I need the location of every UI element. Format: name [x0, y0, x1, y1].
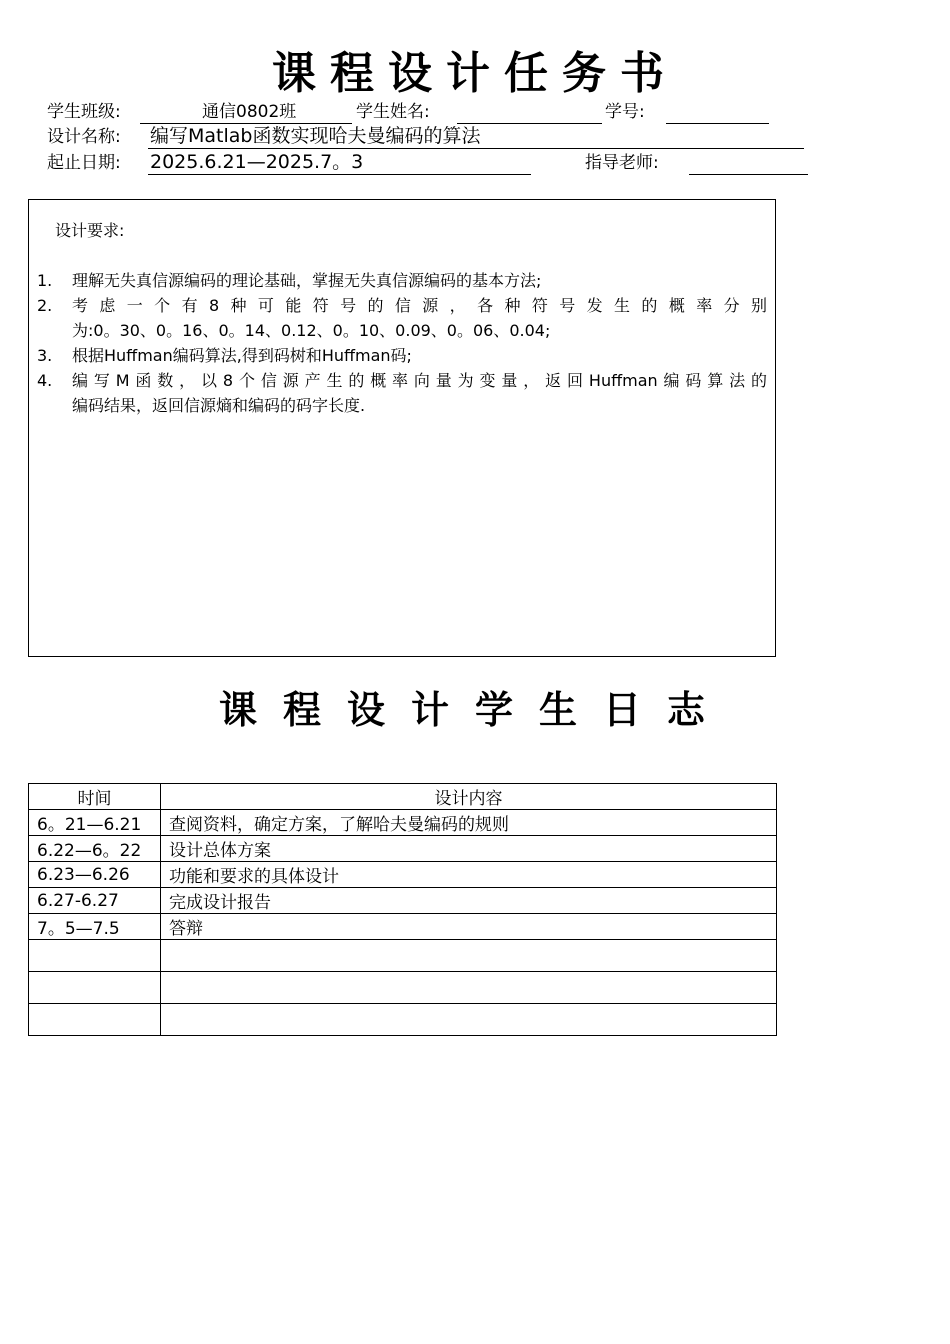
table-row	[29, 810, 777, 836]
row-content: 设计总体方案	[161, 836, 777, 862]
empty-cell	[29, 940, 161, 972]
empty-cell	[29, 1004, 161, 1036]
table-row	[29, 862, 777, 888]
row-time: 6。21—6.21	[29, 810, 161, 836]
id-underline	[666, 101, 769, 124]
requirement-number: 4.	[37, 371, 53, 390]
header-time: 时间	[29, 784, 161, 810]
table-row	[29, 836, 777, 862]
id-label: 学号:	[605, 102, 645, 122]
requirement-item	[37, 293, 767, 343]
empty-row	[29, 1004, 777, 1036]
log-title: 课程设计学生日志	[218, 687, 731, 732]
row-content: 完成设计报告	[161, 888, 777, 914]
requirement-text: 理解无失真信源编码的理论基础，掌握无失真信源编码的基本方法;	[72, 271, 542, 290]
requirement-number: 1.	[37, 271, 53, 290]
row-time: 6.23—6.26	[29, 862, 161, 888]
teacher-underline	[689, 152, 808, 175]
empty-cell	[29, 972, 161, 1004]
class-label: 学生班级:	[47, 102, 121, 122]
requirement-item	[37, 343, 767, 368]
class-value: 通信0802班	[202, 102, 297, 122]
row-time: 6.27-6.27	[29, 888, 161, 914]
design-label: 设计名称:	[47, 127, 121, 147]
row-content: 功能和要求的具体设计	[161, 862, 777, 888]
requirement-number: 3.	[37, 346, 53, 365]
requirements-list	[37, 268, 767, 418]
requirement-item	[37, 368, 767, 418]
empty-row	[29, 940, 777, 972]
requirement-text: 编写M函数，以8个信源产生的概率向量为变量，返回Huffman编码算法的 编码结果，返回信源熵和编码的码字长度.	[72, 371, 767, 415]
row-time: 7。5—7.5	[29, 914, 161, 940]
empty-cell	[161, 1004, 777, 1036]
table-row	[29, 914, 777, 940]
row-content: 答辩	[161, 914, 777, 940]
log-table	[28, 783, 777, 1036]
row-content: 查阅资料，确定方案，了解哈夫曼编码的规则	[161, 810, 777, 836]
design-value: 编写Matlab函数实现哈夫曼编码的算法	[150, 125, 481, 147]
name-underline	[457, 101, 602, 124]
teacher-label: 指导老师:	[585, 153, 659, 173]
name-label: 学生姓名:	[356, 102, 430, 122]
requirement-text: 根据Huffman编码算法,得到码树和Huffman码;	[72, 346, 412, 365]
header-content: 设计内容	[161, 784, 777, 810]
requirement-number: 2.	[37, 296, 53, 315]
table-header-row	[29, 784, 777, 810]
empty-cell	[161, 940, 777, 972]
row-time: 6.22—6。22	[29, 836, 161, 862]
table-row	[29, 888, 777, 914]
requirement-text: 考虑一个有8种可能符号的信源，各种符号发生的概率分别 为:0。30、0。16、0。14、0.12、0。10、0.09、0。06、0.04;	[72, 296, 767, 340]
empty-cell	[161, 972, 777, 1004]
date-value: 2025.6.21—2025.7。3	[150, 151, 364, 173]
requirement-item	[37, 268, 767, 293]
empty-row	[29, 972, 777, 1004]
requirements-heading: 设计要求:	[55, 221, 125, 240]
document-title: 课程设计任务书	[272, 48, 678, 99]
requirements-box	[28, 199, 776, 657]
date-label: 起止日期:	[47, 153, 121, 173]
